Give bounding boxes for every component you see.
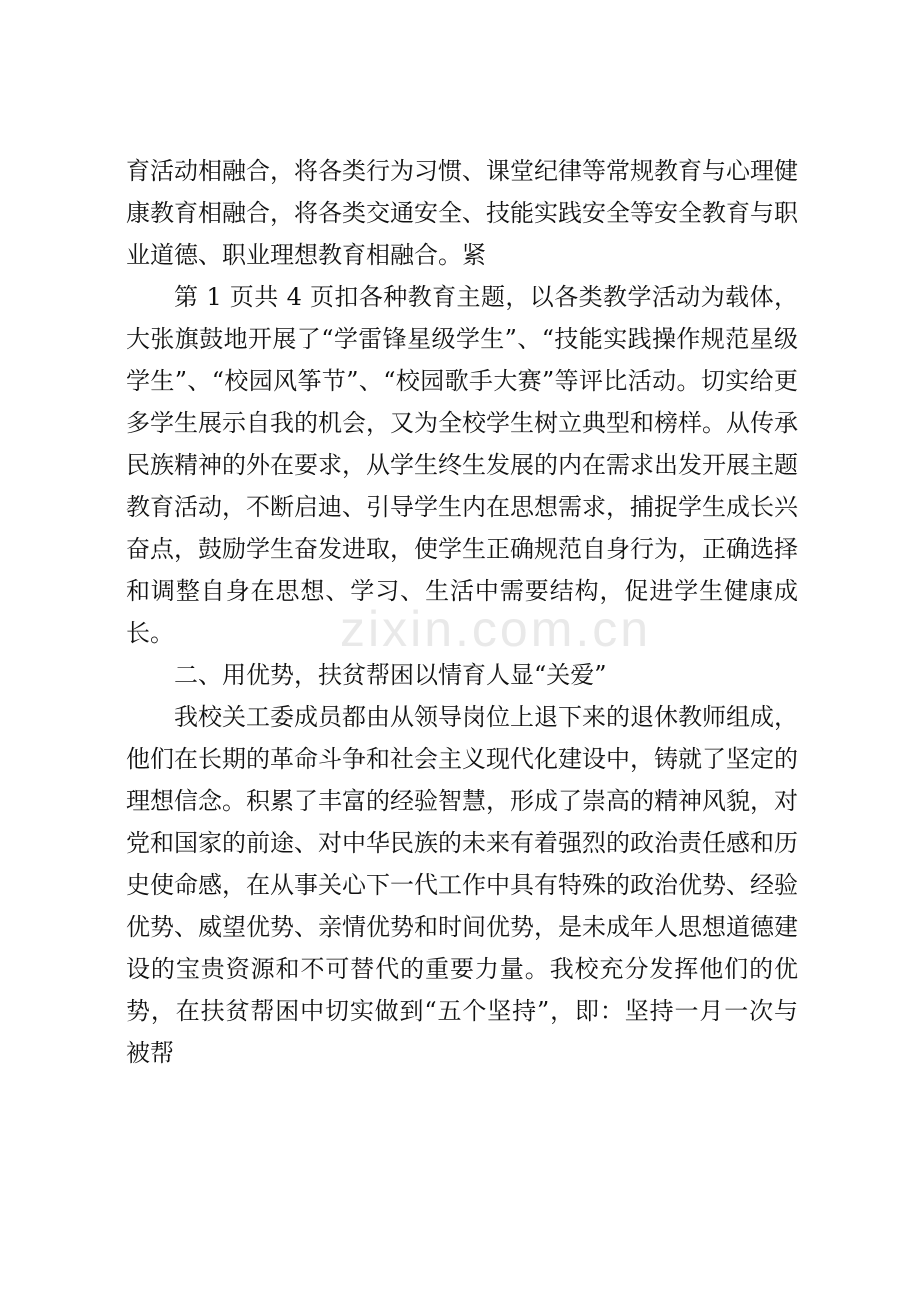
document-body bbox=[126, 150, 798, 1074]
watermark: zixin.com.cn bbox=[340, 601, 652, 657]
paragraph-continuation: 育活动相融合，将各类行为习惯、课堂纪律等常规教育与心理健康教育相融合，将各类交通安全、技能实践安全等安全教育与职业道德、职业理想教育相融合。紧 bbox=[126, 157, 798, 269]
paragraph-activities: 第 1 页共 4 页扣各种教育主题，以各类教学活动为载体，大张旗鼓地开展了“学雷锋星级学生”、“技能实践操作规范星级学生”、“校园风筝节”、“校园歌手大赛”等评比活动。切实给更多学生展示自我的机会，又为全校学生树立典型和榜样。从传承民族精神的外在要求，从学生终生发展的内在需求出发开展主题教育活动，不断启迪、引导学生内在思想需求，捕捉学生成长兴奋点，鼓励学生奋发进取，使学生正确规范自身行为，正确选择和调整自身在思想、学习、生活中需要结构，促进学生健康成长。 bbox=[126, 283, 798, 647]
section-heading: 二、用优势，扶贫帮困以情育人显“关爱” bbox=[174, 661, 607, 689]
paragraph-committee: 我校关工委成员都由从领导岗位上退下来的退休教师组成，他们在长期的革命斗争和社会主义现代化建设中，铸就了坚定的理想信念。积累了丰富的经验智慧，形成了崇高的精神风貌，对党和国家的前途、对中华民族的未来有着强烈的政治责任感和历史使命感，在从事关心下一代工作中具有特殊的政治优势、经验优势、威望优势、亲情优势和时间优势，是未成年人思想道德建设的宝贵资源和不可替代的重要力量。我校充分发挥他们的优势，在扶贫帮困中切实做到“五个坚持”，即：坚持一月一次与被帮 bbox=[126, 703, 798, 1067]
